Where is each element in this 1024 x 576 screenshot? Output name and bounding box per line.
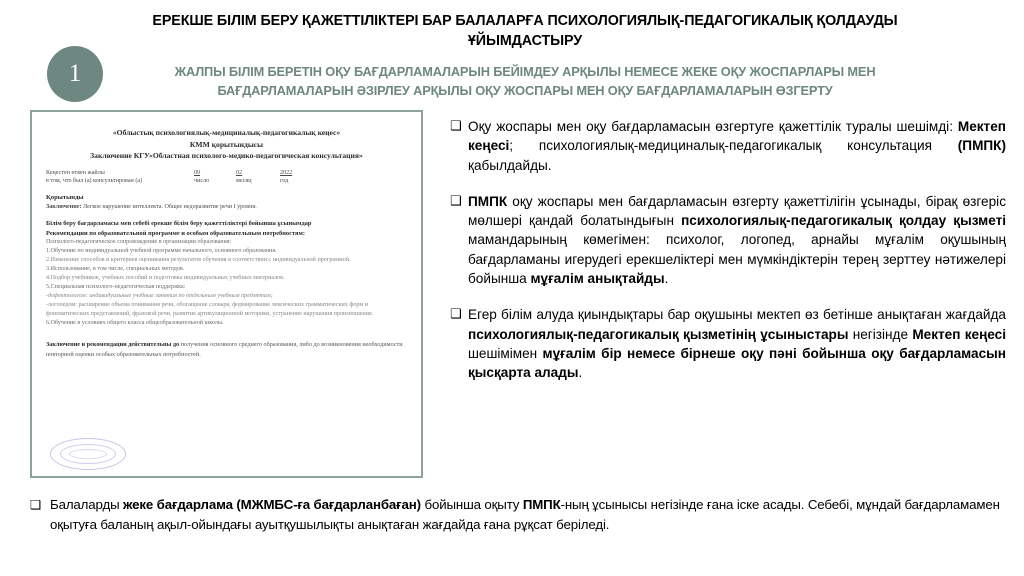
document-heading-kk2: КММ қорытындысы bbox=[189, 139, 264, 149]
document-date-row-ru bbox=[42, 177, 411, 186]
document-date-label-ru: в том, что был (а) консультирован (а) bbox=[46, 178, 143, 185]
document-item: -дефектологом: индивидуальные учебные занятия по отдельным учебным предметам; bbox=[46, 293, 273, 300]
bullet-text: Егер білім алуда қиындықтары бар оқушыны мектеп өз бетінше анықтаған жағдайда психологиялық-педагогикалық қызметінің ұсыныстары негізінде Мектеп кеңесі шешімімен мұғалім бір немесе бірнеше оқу пәні бойынша оқу бағдарламасын қысқарта алады. bbox=[468, 307, 1006, 381]
checkbox-bullet-icon: ❑ bbox=[450, 307, 462, 323]
document-item: 2.Изменение способов и критериев оценивания результатов обучения в соответствии с индивидуальной программой. bbox=[46, 257, 351, 264]
document-conclusion-label-kk: Қорытынды bbox=[46, 194, 84, 202]
checkbox-bullet-icon: ❑ bbox=[30, 497, 42, 512]
document-date-row-kk bbox=[42, 169, 411, 178]
document-date-year: 2022 bbox=[280, 169, 293, 176]
document-item: 3.Использование, в том числе, специальных методов. bbox=[46, 266, 185, 273]
bottom-note bbox=[30, 495, 1002, 535]
bullet-text: ПМПК оқу жоспары мен бағдарламасын өзгерту қажеттілігін ұсынады, бірақ өзгеріс мөлшері қандай болатындығын психологиялық-педагогикалық қолдау қызметі мамандарының көмегімен: психолог, логопед, арнайы мұғалім оқушының бағдарламаны игерудегі ерекшеліктері мен мүмкіндіктерін терең зерттеу нәтижелері бойынша мұғалім анықтайды. bbox=[468, 193, 1007, 287]
document-recommend-heading-ru: Рекомендации по образовательной программе и особым образовательным потребностям: bbox=[46, 229, 305, 237]
document-validity-bold: Заключение и рекомендации действительны до bbox=[46, 341, 180, 349]
document-date-day-word: число bbox=[194, 178, 210, 185]
list-item bbox=[450, 192, 1006, 288]
document-date-day: 09 bbox=[194, 169, 201, 176]
page-title: ЕРЕКШЕ БІЛІМ БЕРУ ҚАЖЕТТІЛІКТЕРІ БАР БАЛАЛАРҒА ПСИХОЛОГИЯЛЫҚ-ПЕДАГОГИКАЛЫҚ ҚОЛДАУДЫ ҰЙЫМДАСТЫРУ bbox=[152, 13, 898, 49]
document-date-month-word: месяц bbox=[236, 178, 252, 185]
document-item: -логопедом: расширение объема понимания речи, обогащение словаря, формирование лексических грамматических форм и фонематических представлений, фразовой речи, развитие артикуляционной моторики, устранение нарушения произношения. bbox=[46, 302, 374, 318]
slide-number-label: 1 bbox=[68, 60, 82, 87]
document-scan-content bbox=[32, 112, 421, 476]
document-heading-ru: Заключение КГУ«Областная психолого-медико-педагогическая консультация» bbox=[90, 151, 363, 161]
document-stamp-icon bbox=[50, 438, 126, 470]
page-subtitle: ЖАЛПЫ БІЛІМ БЕРЕТІН ОҚУ БАҒДАРЛАМАЛАРЫН БЕЙІМДЕУ АРҚЫЛЫ НЕМЕСЕ ЖЕКЕ ОҚУ ЖОСПАРЛАРЫ МЕН БАҒДАРЛАМАЛАРЫН ӘЗІРЛЕУ АРҚЫЛЫ ОҚУ ЖОСПАРЫ МЕН ОҚУ БАҒДАРЛАМАЛАРЫН ӨЗГЕРТУ bbox=[174, 64, 876, 99]
right-bullet-list bbox=[450, 117, 1006, 383]
document-conclusion-text: Легкое нарушение интеллекта. Общее недоразвитие речи I уровня. bbox=[83, 204, 257, 211]
document-heading-kk: «Облыстық психологиялық-медициналық-педагогикалық кеңес» bbox=[112, 128, 341, 137]
document-validity-rest: получения основного среднего образования, либо до возникновения необходимости повторной оценки особых образовательных потребностей. bbox=[46, 341, 403, 358]
document-item: 4.Подбор учебников, учебных пособий и подготовка индивидуальных учебных материалов. bbox=[46, 275, 285, 282]
document-recommend-heading-kk: Білім беру бағдарламасы мен сeбeбі ерекше білім беру қажеттіліктері бойынша ұсынымдар bbox=[46, 220, 312, 228]
document-scan-panel bbox=[30, 110, 423, 478]
slide-number-badge bbox=[47, 46, 103, 102]
document-date-month: 02 bbox=[236, 169, 243, 176]
document-date-label-kk: Кеңестен өткен жайлы bbox=[46, 169, 105, 176]
bottom-note-text: Балаларды жеке бағдарлама (МЖМБС-ға бағдарланбаған) бойынша оқыту ПМПК-ның ұсынысы негізінде ғана іске асады. Себебі, мұндай бағдарламамен оқытуға баланың ақыл-ойындағы ауытқушылықты анықтаған жағдайда ғана рұқсат беріледі. bbox=[50, 497, 1000, 532]
bullet-text: Оқу жоспары мен оқу бағдарламасын өзгертуге қажеттілік туралы шешімді: Мектеп кеңесі; психологиялық-медициналық-педагогикалық консультация (ПМПК) қабылдайды. bbox=[468, 119, 1006, 173]
document-conclusion-row bbox=[42, 203, 411, 212]
document-support-line: Психолого-педагогическое сопровождение в организации образования: bbox=[46, 239, 232, 246]
list-item bbox=[450, 117, 1006, 175]
document-item: 1.Обучение по индивидуальной учебной программе начального, основного образования. bbox=[46, 248, 277, 255]
list-item bbox=[450, 305, 1006, 382]
document-validity bbox=[42, 340, 411, 359]
checkbox-bullet-icon: ❑ bbox=[450, 119, 462, 134]
checkbox-bullet-icon: ❑ bbox=[450, 193, 462, 209]
document-date-year-word: год bbox=[280, 178, 289, 185]
document-item: 6.Обучение в условиях общего класса общеобразовательной школы. bbox=[46, 320, 224, 327]
document-conclusion-label-ru: Заключение: bbox=[46, 204, 82, 211]
document-item: 5.Специальная психолого-педагогическая поддержка: bbox=[46, 284, 186, 291]
